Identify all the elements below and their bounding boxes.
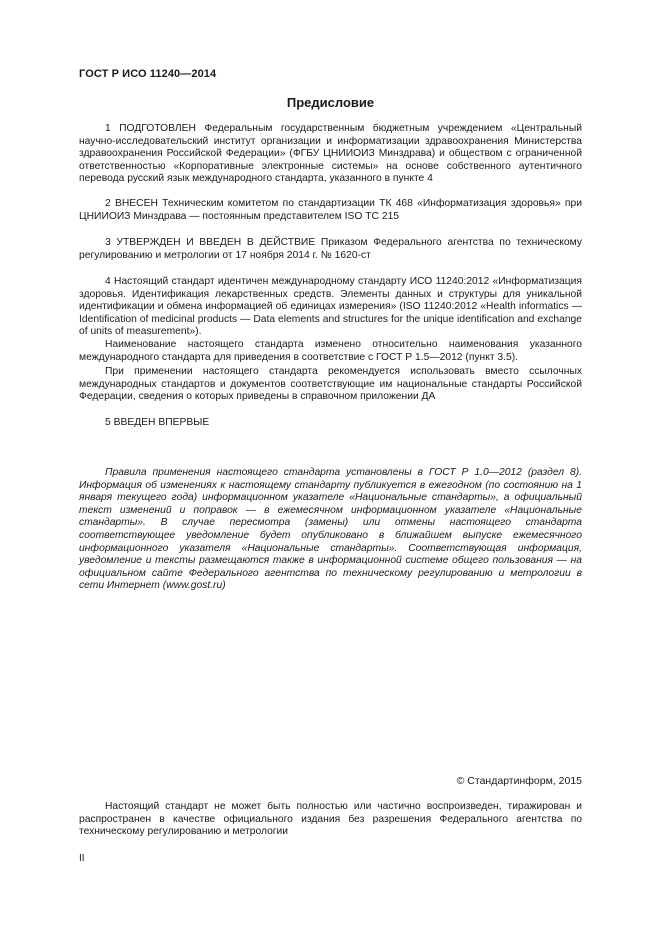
section-title: Предисловие [286,95,375,110]
document-code: ГОСТ Р ИСО 11240—2014 [79,68,217,80]
paragraph-introduced-by: 2 ВНЕСЕН Техническим комитетом по стандартизации ТК 468 «Информатизация здоровья» при ЦНИИОИЗ Минздрава — постоянным представителем ISO ТС 215 [79,198,582,222]
reproduction-notice: Настоящий стандарт не может быть полностью или частично воспроизведен, тиражирован и распространен в качестве официального издания без разрешения Федерального агентства по техническому регулированию и метрологии [79,801,582,838]
paragraph-name-changed: Наименование настоящего стандарта изменено относительно наименования указанного международного стандарта для приведения в соответствие с ГОСТ Р 1.5—2012 (пункт 3.5). [79,339,582,363]
paragraph-introduced-first: 5 ВВЕДЕН ВПЕРВЫЕ [105,417,210,428]
paragraph-prepared-by: 1 ПОДГОТОВЛЕН Федеральным государственным бюджетным учреждением «Центральный научно-исследовательский институт организации и информатизации здравоохранения Министерства здравоохранения Российской Федерации» (ФГБУ ЦНИИОИЗ Минздрава) и обществом с ограниченной ответственностью «Корпоративные электронные системы» на основе собственного аутентичного перевода русский язык международного стандарта, указанного в пункте 4 [79,123,582,185]
paragraph-approved: 3 УТВЕРЖДЕН И ВВЕДЕН В ДЕЙСТВИЕ Приказом Федерального агентства по техническому регулированию и метрологии от 17 ноября 2014 г. № 1620-ст [79,237,582,261]
page-number: II [79,853,85,864]
copyright: © Стандартинформ, 2015 [456,775,582,787]
paragraph-identical-standard: 4 Настоящий стандарт идентичен международному стандарту ИСО 11240:2012 «Информатизация здоровья. Идентификация лекарственных средств. Элементы данных и структуры для уникальной идентификации и обмена информацией об единицах измерения» (ISO 11240:2012 «Health informatics — Identification of medicinal products — Data elements and structures for the unique identification and exchange of units of measurement»). [79,276,582,338]
paragraph-references: При применении настоящего стандарта рекомендуется использовать вместо ссылочных международных стандартов и документов соответствующие им национальные стандарты Российской Федерации, сведения о которых приведены в справочном приложении ДА [79,366,582,403]
rules-notice: Правила применения настоящего стандарта установлены в ГОСТ Р 1.0—2012 (раздел 8). Информация об изменениях к настоящему стандарту публикуется в ежегодном (по состоянию на 1 января текущего года) информационном указателе «Национальные стандарты», а официальный текст изменений и поправок — в ежемесячном информационном указателе «Национальные стандарты». В случае пересмотра (замены) или отмены настоящего стандарта соответствующее уведомление будет опубликовано в ближайшем выпуске ежемесячного информационного указателя «Национальные стандарты». Соответствующая информация, уведомление и тексты размещаются также в информационной системе общего пользования — на официальном сайте Федерального агентства по техническому регулированию и метрологии в сети Интернет (www.gost.ru) [79,467,582,592]
